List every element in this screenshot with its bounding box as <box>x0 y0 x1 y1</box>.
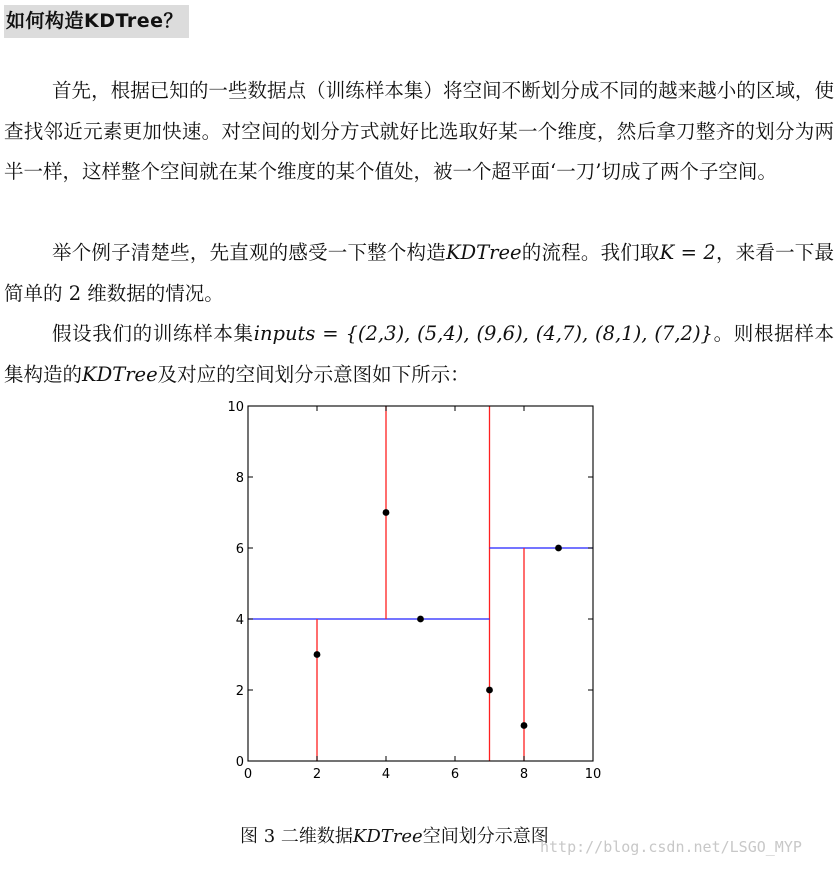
y-tick-label: 2 <box>235 684 244 699</box>
paragraph-inputs <box>4 314 834 395</box>
kdtree-partition-chart <box>225 396 610 786</box>
figure-caption <box>240 822 549 852</box>
data-point-9-6 <box>555 545 562 552</box>
paragraph-example-text-3: ，来看一下最简单的 2 维数据的情况。 <box>4 241 834 305</box>
math-kdtree-2: KDTree <box>82 362 158 386</box>
math-inputs-set: inputs = {(2,3), (5,4), (9,6), (4,7), (8,1), (7,2)} <box>253 322 713 345</box>
paragraph-intro: 首先，根据已知的一些数据点（训练样本集）将空间不断划分成不同的越来越小的区域，使查找邻近元素更加快速。对空间的划分方式就好比选取好某一个维度，然后拿刀整齐的划分为两半一样，这样整个空间就在某个维度的某个值处，被一个超平面‘一刀’切成了两个子空间。 <box>4 79 834 183</box>
y-tick-label: 8 <box>235 471 244 486</box>
section-heading: 如何构造KDTree？ <box>4 5 189 38</box>
math-k-equals-2: K = 2 <box>659 241 716 264</box>
paragraph-example-text-1: 举个例子清楚些，先直观的感受一下整个构造 <box>52 241 446 264</box>
y-tick-label: 4 <box>235 613 244 628</box>
data-point-8-1 <box>521 722 528 729</box>
math-kdtree: KDTree <box>445 241 522 264</box>
x-tick-label: 2 <box>312 767 322 782</box>
caption-prefix: 图 3 二维数据 <box>240 826 353 847</box>
x-tick-label: 4 <box>381 767 391 782</box>
y-tick-label: 0 <box>235 755 244 770</box>
x-tick-label: 6 <box>450 767 460 782</box>
paragraph-inputs-text-3: 及对应的空间划分示意图如下所示： <box>157 362 470 386</box>
data-point-2-3 <box>314 651 321 658</box>
data-point-5-4 <box>417 616 424 623</box>
paragraph-example <box>4 233 834 314</box>
caption-math: KDTree <box>352 826 423 847</box>
paragraph-example-text-2: 的流程。我们取 <box>521 241 660 264</box>
x-tick-label: 0 <box>243 767 253 782</box>
data-point-4-7 <box>383 509 390 516</box>
data-point-7-2 <box>486 687 493 694</box>
y-tick-label: 10 <box>227 400 244 415</box>
y-tick-label: 6 <box>235 542 244 557</box>
paragraph-inputs-text-2: 。则根据样本集构造的 <box>4 322 834 386</box>
x-tick-label: 8 <box>519 767 529 782</box>
watermark: http://blog.csdn.net/LSGO_MYP <box>540 838 802 856</box>
x-tick-label: 10 <box>584 767 602 782</box>
plot-area <box>248 406 593 761</box>
paragraph-inputs-text-1: 假设我们的训练样本集 <box>52 322 254 345</box>
caption-suffix: 空间划分示意图 <box>422 826 549 847</box>
